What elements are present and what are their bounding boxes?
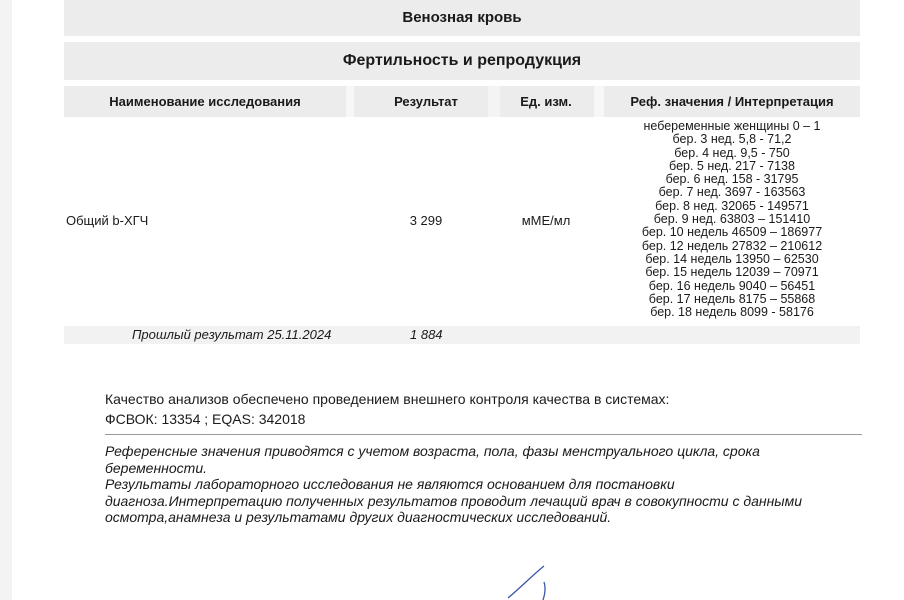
reference-values xyxy=(614,120,850,319)
page-edge-strip xyxy=(0,0,12,600)
divider xyxy=(105,434,862,435)
test-name: Общий b-ХГЧ xyxy=(66,213,149,228)
col-header-name: Наименование исследования xyxy=(109,94,301,109)
previous-result-value: 1 884 xyxy=(410,327,443,342)
test-unit: мМЕ/мл xyxy=(521,213,571,228)
table-header xyxy=(64,86,860,117)
col-header-result: Результат xyxy=(394,94,458,109)
reference-line: бер. 16 недель 9040 – 56451 xyxy=(648,278,816,293)
reference-note: Референсные значения приводятся с учетом возраста, пола, фазы менструального цикла, срока беременности. xyxy=(105,443,760,476)
reference-line: бер. 14 недель 13950 – 62530 xyxy=(645,251,819,266)
col-header-reference: Реф. значения / Интерпретация xyxy=(630,94,834,109)
test-result: 3 299 xyxy=(409,213,443,228)
reference-line: бер. 8 нед. 32065 - 149571 xyxy=(655,198,809,213)
quality-statement xyxy=(105,389,805,429)
reference-line: бер. 15 недель 12039 – 70971 xyxy=(645,265,819,280)
reference-line: бер. 7 нед. 3697 - 163563 xyxy=(658,185,806,200)
reference-line: бер. 5 нед. 217 - 7138 xyxy=(669,158,795,173)
previous-result-row xyxy=(64,326,860,344)
col-header-unit: Ед. изм. xyxy=(520,94,572,109)
sample-type-header: Венозная кровь xyxy=(64,0,860,36)
disclaimer-notes xyxy=(105,443,845,526)
quality-codes: ФСВОК: 13354 ; EQAS: 342018 xyxy=(105,411,306,427)
reference-line: бер. 12 недель 27832 – 210612 xyxy=(641,238,823,253)
interpretation-note: Результаты лабораторного исследования не являются основанием для постановки диагноза.Интерпретацию полученных результатов проводит лечащий врач в совокупности с данными осмотра,анамнеза и результатами других диагностических исследований. xyxy=(105,476,802,525)
quality-line: Качество анализов обеспечено проведением внешнего контроля качества в системах: xyxy=(105,391,670,407)
header-separator xyxy=(346,86,354,117)
reference-line: небеременные женщины 0 – 1 xyxy=(643,119,821,133)
reference-line: бер. 10 недель 46509 – 186977 xyxy=(641,225,823,240)
reference-line: бер. 6 нед. 158 - 31795 xyxy=(665,172,799,187)
header-separator xyxy=(594,86,604,117)
reference-line: бер. 4 нед. 9,5 - 750 xyxy=(674,145,790,160)
reference-line: бер. 3 нед. 5,8 - 71,2 xyxy=(672,132,792,147)
section-title: Фертильность и репродукция xyxy=(64,42,860,80)
signature-mark xyxy=(500,560,570,600)
reference-line: бер. 17 недель 8175 – 55868 xyxy=(648,291,816,306)
previous-result-label: Прошлый результат 25.11.2024 xyxy=(132,327,332,342)
reference-line: бер. 18 недель 8099 - 58176 xyxy=(650,305,814,320)
reference-line: бер. 9 нед. 63803 – 151410 xyxy=(653,212,811,227)
table-row xyxy=(64,117,860,323)
